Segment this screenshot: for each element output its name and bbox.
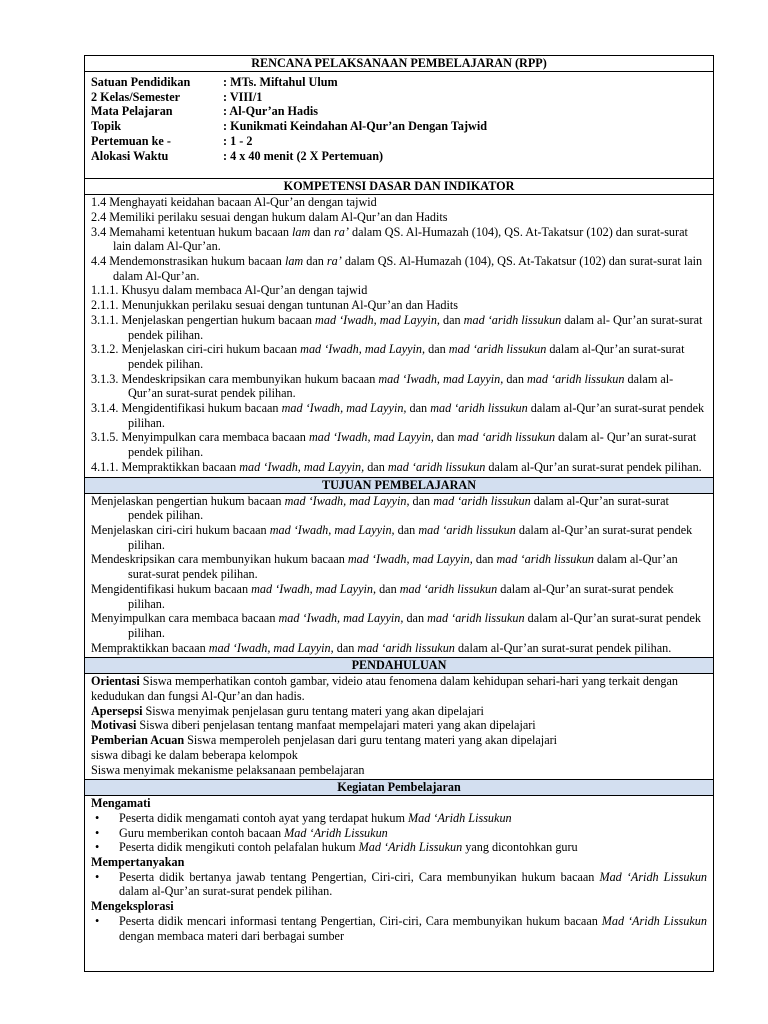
text: dan: [333, 640, 358, 655]
text: mad ‘aridh lissukun: [526, 371, 625, 386]
text: mad ‘aridh lissukun: [496, 552, 594, 567]
identity-section: [85, 72, 713, 179]
text: dan: [310, 224, 335, 239]
text: mad ‘Iwadh, mad Layyin,: [208, 640, 334, 655]
tujuan-item: [91, 523, 707, 552]
text: dan: [503, 371, 527, 386]
indicator-item: 1.1.1. Khusyu dalam membaca Al-Qur’an dengan tajwid: [91, 283, 368, 298]
text: mad ‘aridh lissukun: [418, 522, 516, 537]
text: Peserta didik mengamati contoh ayat yang terdapat hukum: [119, 810, 409, 825]
text: dan: [439, 312, 464, 327]
text: 3.1.4. Mengidentifikasi hukum bacaan: [91, 401, 282, 416]
text: Peserta didik mengikuti contoh pelafalan hukum: [119, 840, 359, 855]
indicator-item: [91, 430, 707, 459]
tujuan-item: [91, 494, 707, 523]
text: Siswa menyimak penjelasan guru tentang materi yang akan dipelajari: [142, 703, 484, 718]
indicator-item: [91, 313, 707, 342]
bullet-icon: •: [95, 825, 100, 840]
text: Mad ‘Aridh Lissukun: [599, 869, 708, 884]
tujuan-section: [85, 494, 713, 659]
text: mad ‘aridh lissukun: [433, 493, 531, 508]
indicator-item: [91, 372, 707, 401]
text: Menjelaskan pengertian hukum bacaan: [91, 493, 285, 508]
identity-row: [91, 119, 707, 134]
text: lam: [292, 224, 311, 239]
text: ra’: [326, 254, 342, 269]
tujuan-heading: TUJUAN PEMBELAJARAN: [85, 478, 713, 494]
text: Orientasi: [91, 674, 140, 689]
kd-item: [91, 254, 707, 283]
text: dalam al- Qur’an surat-surat pendek pilihan.: [128, 312, 703, 342]
text: lam: [284, 254, 304, 269]
kd-item: [91, 225, 707, 254]
menanya-heading: Mempertanyakan: [91, 855, 185, 870]
kegiatan-section: [85, 796, 713, 945]
pendahuluan-section: [85, 674, 713, 780]
text: mad ‘Iwadh, mad Layyin,: [251, 581, 377, 596]
kd-item: 2.4 Memiliki perilaku sesuai dengan hukum dalam Al-Qur’an dan Hadits: [91, 209, 448, 224]
bullet-icon: •: [95, 913, 100, 928]
pendahuluan-line: Siswa menyimak mekanisme pelaksanaan pembelajaran: [91, 762, 365, 777]
text: 4.4 Mendemonstrasikan hukum bacaan: [91, 254, 285, 269]
text: Mengidentifikasi hukum bacaan: [91, 581, 252, 596]
bullet-icon: •: [95, 840, 100, 855]
text: dalam al-Qur’an surat-surat pendek pilihan.: [128, 401, 705, 430]
text: dalam al-Qur’an surat-surat pendek pilihan.: [128, 371, 674, 401]
text: dan: [406, 401, 431, 416]
text: dan: [303, 254, 327, 269]
kd-item: 1.4 Menghayati keidahan bacaan Al-Qur’an dengan tajwid: [91, 195, 377, 210]
text: mad ‘Iwadh, mad Layyin,: [308, 430, 434, 445]
text: Mendeskripsikan cara membunyikan hukum bacaan: [91, 552, 348, 567]
identity-key: Pertemuan ke -: [91, 133, 171, 148]
identity-row: [91, 149, 707, 164]
text: mad ‘aridh lissukun: [399, 581, 498, 596]
text: 3.4 Memahami ketentuan hukum bacaan: [91, 224, 293, 239]
orientasi-paragraph: [91, 674, 707, 703]
mengamati-heading: Mengamati: [91, 796, 151, 811]
text: [119, 914, 707, 943]
apersepsi-paragraph: [91, 704, 707, 719]
text: [119, 826, 707, 841]
text: 3.1.5. Menyimpulkan cara membaca bacaan: [91, 430, 309, 445]
text: Menyimpulkan cara membaca bacaan: [91, 611, 279, 626]
text: 4.1.1. Mempraktikkan bacaan: [91, 459, 240, 474]
text: mad ‘aridh lissukun: [357, 640, 455, 655]
text: dalam al-Qur’an surat-surat pendek pilihan.: [128, 493, 669, 523]
text: mad ‘Iwadh, mad Layyin,: [278, 611, 404, 626]
identity-value: : 1 - 2: [223, 133, 253, 148]
text: dan: [472, 552, 497, 567]
text: mad ‘aridh lissukun: [463, 312, 562, 327]
tujuan-item: [91, 582, 707, 611]
text: [119, 840, 707, 855]
indicator-item: [91, 401, 707, 430]
text: dan: [403, 611, 428, 626]
identity-value: : Kunikmati Keindahan Al-Qur’an Dengan Tajwid: [223, 119, 488, 134]
text: Mempraktikkan bacaan: [91, 640, 209, 655]
indicator-item: [91, 342, 707, 371]
rpp-document: [84, 55, 714, 972]
identity-key: Topik: [91, 119, 122, 134]
text: Guru memberikan contoh bacaan: [119, 825, 285, 840]
text: ra’: [334, 224, 349, 239]
list-item: [91, 870, 707, 899]
list-item: [91, 914, 707, 943]
text: Siswa memperoleh penjelasan dari guru tentang materi yang akan dipelajari: [184, 733, 558, 748]
identity-value: : VIII/1: [223, 89, 263, 104]
text: dalam al-Qur’an surat-surat pendek pilihan.: [128, 342, 685, 371]
identity-value: : Al-Qur’an Hadis: [223, 104, 319, 119]
text: dan: [394, 522, 419, 537]
kegiatan-heading: Kegiatan Pembelajaran: [85, 780, 713, 796]
text: dan: [425, 342, 449, 357]
text: dan: [376, 581, 400, 596]
identity-row: [91, 75, 707, 90]
tujuan-item: [91, 641, 707, 656]
list-item: [91, 811, 707, 826]
text: yang dicontohkan guru: [462, 840, 578, 855]
identity-row: [91, 104, 707, 119]
text: dalam al-Qur’an surat-surat pendek pilihan.: [119, 884, 333, 899]
text: dalam al- Qur’an surat-surat pendek pilihan.: [128, 430, 697, 460]
text: Siswa memperhatikan contoh gambar, videio atau fenomena dalam kehidupan sehari-hari yang terkait dengan kedudukan dan fungsi Al-Qur’an dan hadis.: [91, 674, 679, 704]
identity-key: 2 Kelas/Semester: [91, 89, 181, 104]
bullet-icon: •: [95, 810, 100, 825]
text: Mad ‘Aridh Lissukun: [358, 840, 463, 855]
text: Motivasi: [91, 718, 137, 733]
text: [119, 870, 707, 899]
indicator-item: 2.1.1. Menunjukkan perilaku sesuai dengan tuntunan Al-Qur’an dan Hadits: [91, 298, 459, 313]
text: mad ‘Iwadh, mad Layyin,: [281, 401, 407, 416]
pendahuluan-heading: PENDAHULUAN: [85, 658, 713, 674]
text: mad ‘Iwadh, mad Layyin,: [239, 459, 365, 474]
text: 3.1.2. Menjelaskan ciri-ciri hukum bacaan: [91, 342, 301, 357]
text: mad ‘aridh lissukun: [427, 611, 525, 626]
text: mad ‘Iwadh, mad Layyin,: [315, 312, 440, 327]
text: dalam QS. Al-Humazah (104), QS. At-Takatsur (102) dan surat-surat lain dalam Al-Qur’an.: [113, 254, 703, 283]
bullet-icon: •: [95, 869, 100, 884]
pendahuluan-line: siswa dibagi ke dalam beberapa kelompok: [91, 747, 298, 762]
text: dalam al-Qur’an surat-surat pendek pilihan.: [128, 611, 702, 640]
text: dan: [409, 493, 434, 508]
identity-row: [91, 90, 707, 105]
identity-value: : 4 x 40 menit (2 X Pertemuan): [223, 148, 384, 163]
text: dalam QS. Al-Humazah (104), QS. At-Takatsur (102) dan surat-surat lain dalam Al-Qur’an.: [113, 224, 688, 254]
list-item: [91, 826, 707, 841]
text: mad ‘Iwadh, mad Layyin,: [269, 522, 395, 537]
list-item: [91, 840, 707, 855]
tujuan-item: [91, 552, 707, 581]
text: mad ‘Iwadh, mad Layyin,: [378, 371, 504, 386]
kd-section: [85, 195, 713, 477]
identity-row: [91, 134, 707, 149]
text: Apersepsi: [91, 703, 143, 718]
text: dalam al-Qur’an surat-surat pendek pilihan.: [128, 522, 693, 552]
text: 3.1.1. Menjelaskan pengertian hukum bacaan: [91, 312, 316, 327]
text: Mad ‘Aridh Lissukun: [284, 825, 388, 840]
text: dan: [433, 430, 458, 445]
text: Peserta didik mencari informasi tentang Pengertian, Ciri-ciri, Cara membunyikan hukum bacaan: [119, 913, 602, 928]
text: Peserta didik bertanya jawab tentang Pengertian, Ciri-ciri, Cara membunyikan hukum bacaan: [119, 869, 600, 884]
text: dan: [364, 459, 388, 474]
text: dalam al-Qur’an surat-surat pendek pilihan.: [128, 552, 678, 582]
kd-heading: KOMPETENSI DASAR DAN INDIKATOR: [85, 179, 713, 195]
text: [119, 811, 707, 826]
text: mad ‘aridh lissukun: [430, 401, 528, 416]
text: mad ‘aridh lissukun: [457, 430, 556, 445]
text: Pemberian Acuan: [91, 733, 185, 748]
tujuan-item: [91, 611, 707, 640]
text: Mad ‘Aridh Lissukun: [601, 913, 707, 928]
text: mad ‘Iwadh, mad Layyin,: [347, 552, 473, 567]
identity-key: Alokasi Waktu: [91, 148, 169, 163]
identity-value: : MTs. Miftahul Ulum: [223, 75, 338, 89]
text: Mad ‘Aridh Lissukun: [408, 810, 512, 825]
eksplorasi-heading: Mengeksplorasi: [91, 899, 174, 914]
acuan-paragraph: [91, 733, 707, 748]
text: mad ‘aridh lissukun: [387, 459, 486, 474]
motivasi-paragraph: [91, 718, 707, 733]
document-title: RENCANA PELAKSANAAN PEMBELAJARAN (RPP): [85, 56, 713, 72]
text: Menjelaskan ciri-ciri hukum bacaan: [91, 522, 270, 537]
text: dalam al-Qur’an surat-surat pendek pilihan.: [454, 640, 672, 655]
identity-key: Satuan Pendidikan: [91, 75, 191, 89]
text: mad ‘Iwadh, mad Layyin,: [284, 493, 410, 508]
text: dalam al-Qur’an surat-surat pendek pilihan.: [485, 459, 702, 474]
identity-key: Mata Pelajaran: [91, 104, 173, 119]
text: Siswa diberi penjelasan tentang manfaat mempelajari materi yang akan dipelajari: [136, 718, 536, 733]
indicator-item: [91, 460, 707, 475]
text: mad ‘aridh lissukun: [448, 342, 547, 357]
text: dalam al-Qur’an surat-surat pendek pilihan.: [128, 581, 674, 611]
text: 3.1.3. Mendeskripsikan cara membunyikan hukum bacaan: [91, 371, 379, 386]
text: dengan membaca materi dari berbagai sumber: [119, 928, 345, 943]
text: mad ‘Iwadh, mad Layyin,: [300, 342, 426, 357]
